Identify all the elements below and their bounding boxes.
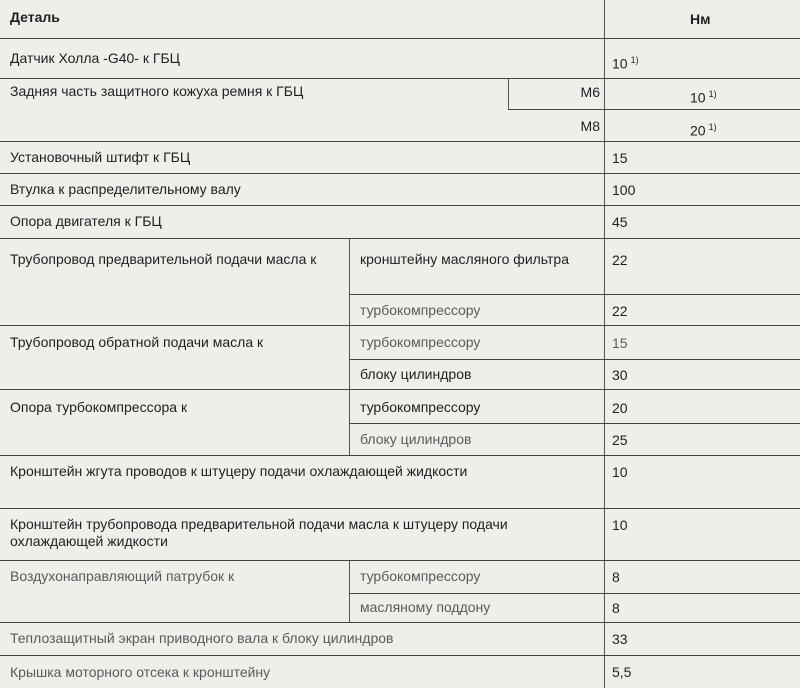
row-rule	[0, 141, 800, 142]
header-rule	[0, 38, 800, 39]
row-rule	[0, 205, 800, 206]
sub-row-rule	[349, 294, 800, 295]
torque-cell: 30	[612, 367, 628, 383]
sub-label-cell: турбокомпрессору	[360, 302, 481, 318]
torque-cell: 15	[612, 335, 628, 351]
header-torque: Нм	[690, 11, 711, 27]
sub-label-cell: турбокомпрессору	[360, 568, 481, 584]
torque-cell: 5,5	[612, 664, 632, 680]
row-rule	[0, 508, 800, 509]
torque-cell: 45	[612, 214, 628, 230]
torque-cell: 25	[612, 432, 628, 448]
sub-label-cell: турбокомпрессору	[360, 399, 481, 415]
row-rule	[0, 560, 800, 561]
row-rule	[0, 325, 800, 326]
part-cell: Крышка моторного отсека к кронштейну	[10, 664, 271, 680]
sub-row-rule	[349, 593, 800, 594]
torque-cell: 8	[612, 600, 620, 616]
value-column-divider	[604, 0, 605, 688]
part-cell: Трубопровод предварительной подачи масла к	[10, 251, 317, 267]
part-cell: Кронштейн трубопровода предварительной подачи масла к штуцеру подачи охлаждающей жидкости	[10, 516, 508, 549]
torque-cell: 33	[612, 631, 628, 647]
sub-label-cell: M8	[580, 118, 600, 134]
part-cell: Теплозащитный экран приводного вала к блоку цилиндров	[10, 630, 394, 646]
row-rule	[0, 389, 800, 390]
part-cell: Опора двигателя к ГБЦ	[10, 213, 162, 229]
part-cell: Воздухонаправляющий патрубок к	[10, 568, 235, 584]
sub-label-cell: блоку цилиндров	[360, 431, 472, 447]
part-cell: Втулка к распределительному валу	[10, 181, 241, 197]
torque-cell: 20	[612, 400, 628, 416]
torque-cell: 10 $^{1)}$	[612, 55, 639, 72]
row-rule	[0, 173, 800, 174]
torque-cell: 10	[612, 517, 628, 533]
row-rule	[0, 78, 800, 79]
m-size-divider	[508, 78, 509, 109]
sub-label-cell: M6	[580, 84, 600, 100]
subcolumn-divider-2	[349, 560, 350, 622]
part-cell: Кронштейн жгута проводов к штуцеру подачи охлаждающей жидкости	[10, 463, 468, 479]
sub-label-cell: масляному поддону	[360, 599, 491, 615]
row-rule	[0, 238, 800, 239]
torque-cell: 10	[612, 464, 628, 480]
sub-label-cell: кронштейну масляного фильтра	[360, 251, 569, 267]
row-rule	[0, 655, 800, 656]
part-cell: Установочный штифт к ГБЦ	[10, 149, 191, 165]
torque-cell: 20 $^{1)}$	[690, 122, 717, 139]
part-cell: Опора турбокомпрессора к	[10, 399, 188, 415]
torque-cell: 22	[612, 252, 628, 268]
torque-cell: 15	[612, 150, 628, 166]
sub-row-rule	[349, 423, 800, 424]
sub-row-rule	[349, 359, 800, 360]
torque-cell: 10 $^{1)}$	[690, 89, 717, 106]
part-cell: Датчик Холла -G40- к ГБЦ	[10, 50, 180, 66]
header-part: Деталь	[10, 9, 60, 25]
sub-label-cell: блоку цилиндров	[360, 366, 472, 382]
sub-row-rule	[508, 109, 800, 110]
part-cell: Трубопровод обратной подачи масла к	[10, 334, 264, 350]
part-cell: Задняя часть защитного кожуха ремня к ГБЦ	[10, 83, 304, 99]
torque-cell: 22	[612, 303, 628, 319]
row-rule	[0, 622, 800, 623]
torque-cell: 100	[612, 182, 636, 198]
row-rule	[0, 455, 800, 456]
torque-cell: 8	[612, 569, 620, 585]
sub-label-cell: турбокомпрессору	[360, 334, 481, 350]
